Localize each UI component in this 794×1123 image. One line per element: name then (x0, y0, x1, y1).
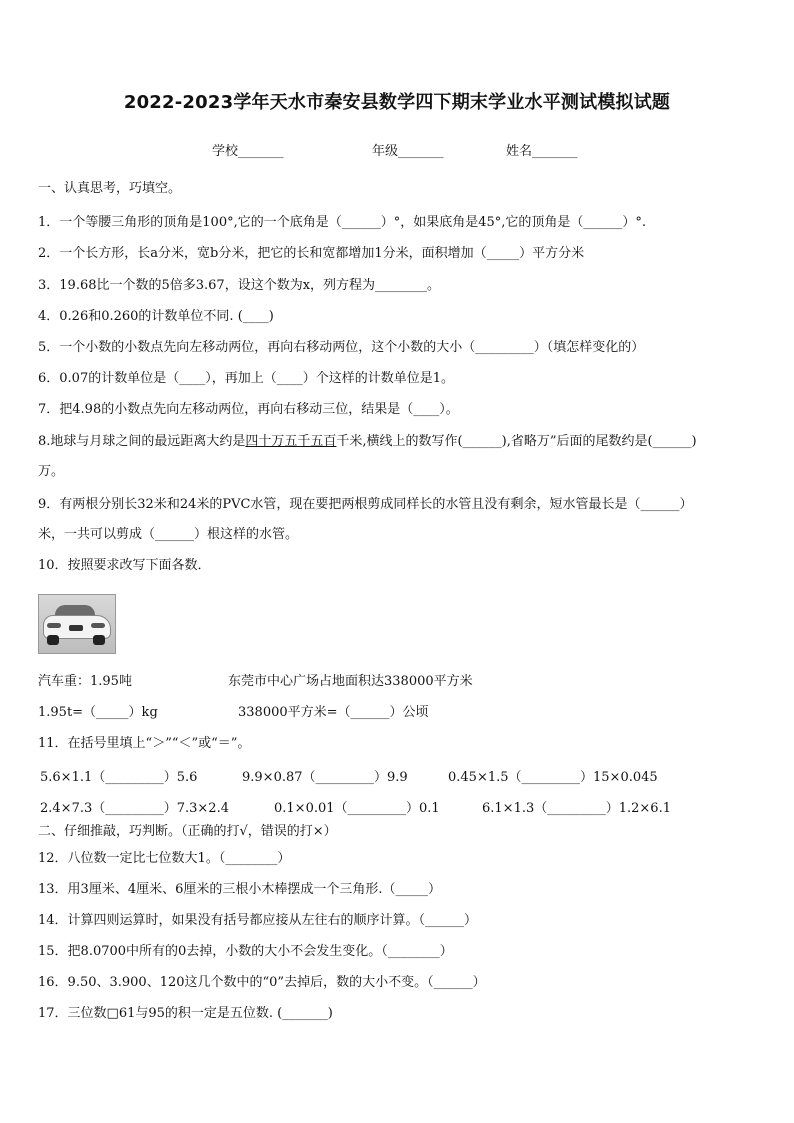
page-title: 2022-2023学年天水市秦安县数学四下期末学业水平测试模拟试题 (123, 92, 671, 113)
question-10-area: 东莞市中心广场占地面积达338000平方米 (228, 674, 473, 689)
grade-field[interactable]: 年级_______ (372, 144, 444, 159)
comparison-item: 0.45×1.5（_________）15×0.045 (448, 770, 658, 785)
question-2: 2．一个长方形，长a分米，宽b分米，把它的长和宽都增加1分米，面积增加（_____）平方分米 (38, 246, 585, 261)
question-7: 7．把4.98的小数点先向左移动两位，再向右移动三位，结果是（____）。 (38, 402, 459, 417)
question-16: 16．9.50、3.900、120这几个数中的“0”去掉后，数的大小不变。（______） (38, 975, 486, 990)
question-8-underlined-number: 四十万五千五百 (245, 434, 337, 449)
question-10-conversion-2: 338000平方米=（______）公顷 (238, 705, 429, 720)
question-12: 12．八位数一定比七位数大1。（________） (38, 851, 291, 866)
comparison-item: 9.9×0.87（_________）9.9 (242, 770, 408, 785)
question-11: 11．在括号里填上“＞”“＜”或“＝”。 (38, 736, 251, 751)
section-1-heading: 一、认真思考，巧填空。 (38, 181, 182, 196)
question-17: 17．三位数□61与95的积一定是五位数. (_______) (38, 1006, 333, 1021)
question-9: 9．有两根分别长32米和24米的PVC水管，现在要把两根剪成同样长的水管且没有剩余，短水管最长是（______） (38, 497, 693, 512)
question-8-text-a: 8.地球与月球之间的最远距离大约是 (38, 434, 246, 449)
car-image (38, 594, 116, 654)
question-13: 13．用3厘米、4厘米、6厘米的三根小木棒摆成一个三角形.（_____） (38, 882, 441, 897)
question-10-car-weight: 汽车重：1.95吨 (38, 674, 132, 689)
question-4: 4．0.26和0.260的计数单位不同. (____) (38, 309, 274, 324)
name-field[interactable]: 姓名_______ (506, 144, 578, 159)
school-field[interactable]: 学校_______ (212, 144, 284, 159)
question-9-continued: 米，一共可以剪成（______）根这样的水管。 (38, 527, 299, 542)
comparison-item: 5.6×1.1（_________）5.6 (40, 770, 198, 785)
question-14: 14．计算四则运算时，如果没有括号都应接从左往右的顺序计算。（______） (38, 913, 478, 928)
question-5: 5．一个小数的小数点先向左移动两位，再向右移动两位，这个小数的大小（_________）（填怎样变化的） (38, 340, 645, 355)
comparison-item: 6.1×1.3（_________）1.2×6.1 (482, 801, 671, 816)
question-8 (38, 433, 697, 451)
question-8-text-b: 千米,横线上的数写作(______),省略万”后面的尾数约是(______) (336, 434, 697, 449)
question-1: 1．一个等腰三角形的顶角是100°,它的一个底角是（______）°，如果底角是45°,它的顶角是（______）°. (38, 215, 647, 230)
question-6: 6．0.07的计数单位是（____），再加上（____）个这样的计数单位是1。 (38, 371, 454, 386)
question-3: 3．19.68比一个数的5倍多3.67，设这个数为x，列方程为________。 (38, 278, 441, 293)
question-10: 10．按照要求改写下面各数． (38, 558, 211, 573)
comparison-item: 0.1×0.01（_________）0.1 (274, 801, 440, 816)
question-10-conversion-1: 1.95t=（_____）kg (38, 705, 158, 720)
comparison-item: 2.4×7.3（_________）7.3×2.4 (40, 801, 229, 816)
question-8-continued: 万。 (38, 464, 65, 479)
section-2-heading: 二、仔细推敲，巧判断。（正确的打√，错误的打×） (38, 824, 337, 839)
question-15: 15．把8.0700中所有的0去掉，小数的大小不会发生变化。（________） (38, 944, 453, 959)
